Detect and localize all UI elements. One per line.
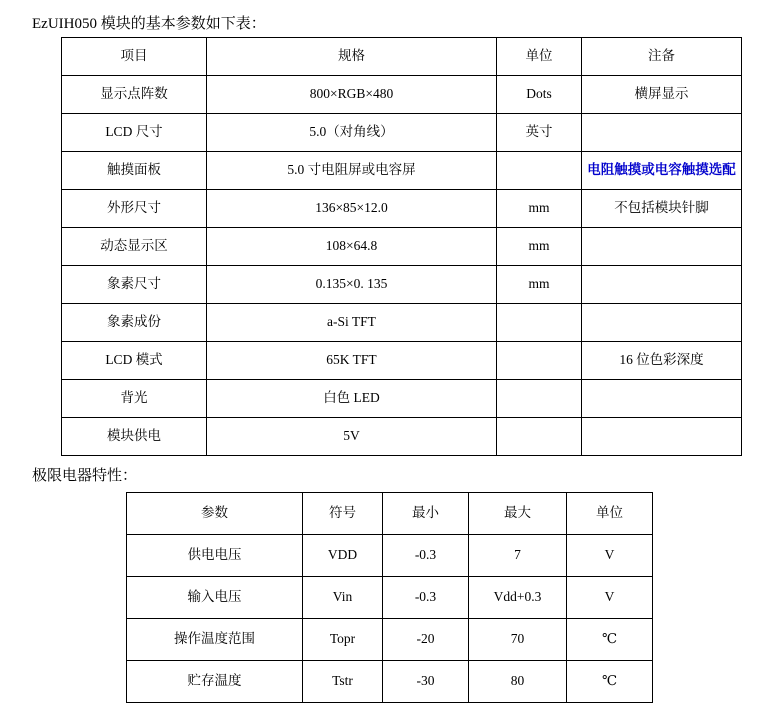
table-cell xyxy=(497,152,582,190)
page-title: EzUIH050 模块的基本参数如下表： xyxy=(32,16,266,32)
table-cell xyxy=(582,114,742,152)
column-header: 单位 xyxy=(497,38,582,76)
column-header: 注备 xyxy=(582,38,742,76)
table-cell: 5.0（对角线） xyxy=(207,114,497,152)
table-cell: -0.3 xyxy=(383,535,469,577)
column-header: 最大 xyxy=(469,493,567,535)
table-cell: 7 xyxy=(469,535,567,577)
table-cell: 触摸面板 xyxy=(62,152,207,190)
table-cell xyxy=(582,266,742,304)
table-cell: 65K TFT xyxy=(207,342,497,380)
table-row xyxy=(62,114,742,152)
table-cell: Vdd+0.3 xyxy=(469,577,567,619)
table-cell xyxy=(582,228,742,266)
table-cell: 16 位色彩深度 xyxy=(582,342,742,380)
table-cell: 5V xyxy=(207,418,497,456)
table-cell: 贮存温度 xyxy=(127,661,303,703)
table-row xyxy=(127,577,653,619)
table-cell: 输入电压 xyxy=(127,577,303,619)
table-cell: 象素尺寸 xyxy=(62,266,207,304)
table-cell: 108×64.8 xyxy=(207,228,497,266)
column-header: 单位 xyxy=(567,493,653,535)
table-cell: mm xyxy=(497,266,582,304)
table-cell: 80 xyxy=(469,661,567,703)
table-cell: -0.3 xyxy=(383,577,469,619)
table-cell: LCD 模式 xyxy=(62,342,207,380)
table-cell xyxy=(582,304,742,342)
table-cell xyxy=(582,380,742,418)
column-header: 符号 xyxy=(303,493,383,535)
table-cell: 白色 LED xyxy=(207,380,497,418)
table-cell-highlight: 电阻触摸或电容触摸选配 xyxy=(582,152,742,190)
table-cell: mm xyxy=(497,228,582,266)
table-cell xyxy=(497,342,582,380)
table-cell xyxy=(497,380,582,418)
table-row xyxy=(62,380,742,418)
table-row xyxy=(127,535,653,577)
table-row xyxy=(62,418,742,456)
table-header-row xyxy=(127,493,653,535)
table-cell: V xyxy=(567,535,653,577)
table-cell: Vin xyxy=(303,577,383,619)
column-header: 规格 xyxy=(207,38,497,76)
table-cell: -30 xyxy=(383,661,469,703)
table-row xyxy=(62,228,742,266)
table-cell: VDD xyxy=(303,535,383,577)
table-cell: 操作温度范围 xyxy=(127,619,303,661)
table-cell: a-Si TFT xyxy=(207,304,497,342)
table-cell: mm xyxy=(497,190,582,228)
table-cell: 供电电压 xyxy=(127,535,303,577)
table-row xyxy=(127,661,653,703)
table-header-row xyxy=(62,38,742,76)
table-cell: ℃ xyxy=(567,661,653,703)
column-header: 最小 xyxy=(383,493,469,535)
table-cell: 70 xyxy=(469,619,567,661)
table-cell xyxy=(497,418,582,456)
column-header: 参数 xyxy=(127,493,303,535)
limits-table xyxy=(126,492,653,703)
table-row xyxy=(62,304,742,342)
table-row xyxy=(62,190,742,228)
table-cell: 英寸 xyxy=(497,114,582,152)
table-cell xyxy=(582,418,742,456)
table-cell: 模块供电 xyxy=(62,418,207,456)
table-cell: 不包括模块针脚 xyxy=(582,190,742,228)
table-cell: 136×85×12.0 xyxy=(207,190,497,228)
section-title: 极限电器特性： xyxy=(32,468,138,484)
table-cell xyxy=(497,304,582,342)
table-cell: LCD 尺寸 xyxy=(62,114,207,152)
table-row xyxy=(62,152,742,190)
table-cell: Tstr xyxy=(303,661,383,703)
table-cell: 横屏显示 xyxy=(582,76,742,114)
table-row xyxy=(62,76,742,114)
table-cell: V xyxy=(567,577,653,619)
table-row xyxy=(62,266,742,304)
column-header: 项目 xyxy=(62,38,207,76)
table-cell: 0.135×0. 135 xyxy=(207,266,497,304)
specification-table xyxy=(61,37,742,456)
table-cell: 象素成份 xyxy=(62,304,207,342)
table-row xyxy=(62,342,742,380)
table-cell: 动态显示区 xyxy=(62,228,207,266)
table-cell: 5.0 寸电阻屏或电容屏 xyxy=(207,152,497,190)
table-cell: 外形尺寸 xyxy=(62,190,207,228)
table-cell: 背光 xyxy=(62,380,207,418)
table-cell: 800×RGB×480 xyxy=(207,76,497,114)
table-cell: ℃ xyxy=(567,619,653,661)
table-cell: Topr xyxy=(303,619,383,661)
table-cell: Dots xyxy=(497,76,582,114)
table-cell: 显示点阵数 xyxy=(62,76,207,114)
table-cell: -20 xyxy=(383,619,469,661)
table-row xyxy=(127,619,653,661)
